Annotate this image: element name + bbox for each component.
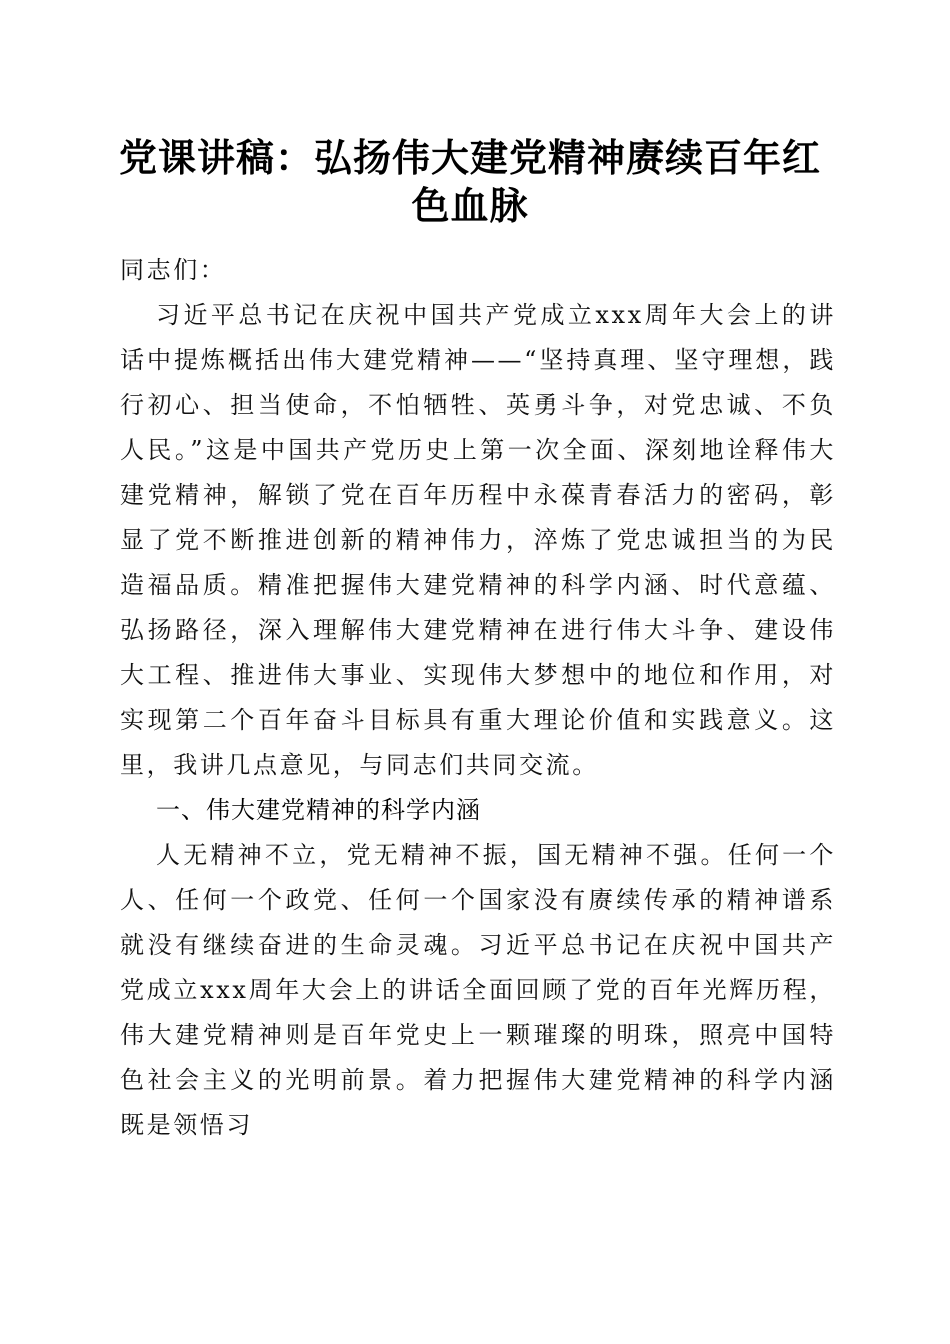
paragraph-intro: 习近平总书记在庆祝中国共产党成立xxx周年大会上的讲话中提炼概括出伟大建党精神——“坚持真理、坚守理想，践行初心、担当使命，不怕牺牲、英勇斗争，对党忠诚、不负人民。”这是中国共产党历史上第一次全面、深刻地诠释伟大建党精神，解锁了党在百年历程中永葆青春活力的密码，彰显了党不断推进创新的精神伟力，淬炼了党忠诚担当的为民造福品质。精准把握伟大建党精神的科学内涵、时代意蕴、弘扬路径，深入理解伟大建党精神在进行伟大斗争、建设伟大工程、推进伟大事业、实现伟大梦想中的地位和作用，对实现第二个百年奋斗目标具有重大理论价值和实践意义。这里，我讲几点意见，与同志们共同交流。 xyxy=(120,301,836,779)
salutation: 同志们： xyxy=(120,256,227,284)
section-heading: 一、伟大建党精神的科学内涵 xyxy=(156,796,481,824)
paragraph-section-1: 人无精神不立，党无精神不振，国无精神不强。任何一个人、任何一个政党、任何一个国家没有赓续传承的精神谱系就没有继续奋进的生命灵魂。习近平总书记在庆祝中国共产党成立xxx周年大会上的讲话全面回顾了党的百年光辉历程，伟大建党精神则是百年党史上一颗璀璨的明珠，照亮中国特色社会主义的光明前景。着力把握伟大建党精神的科学内涵既是领悟习 xyxy=(120,841,836,1139)
document-title: 党课讲稿：弘扬伟大建党精神赓续百年红色血脉 xyxy=(118,135,821,228)
document-body xyxy=(120,248,836,1148)
